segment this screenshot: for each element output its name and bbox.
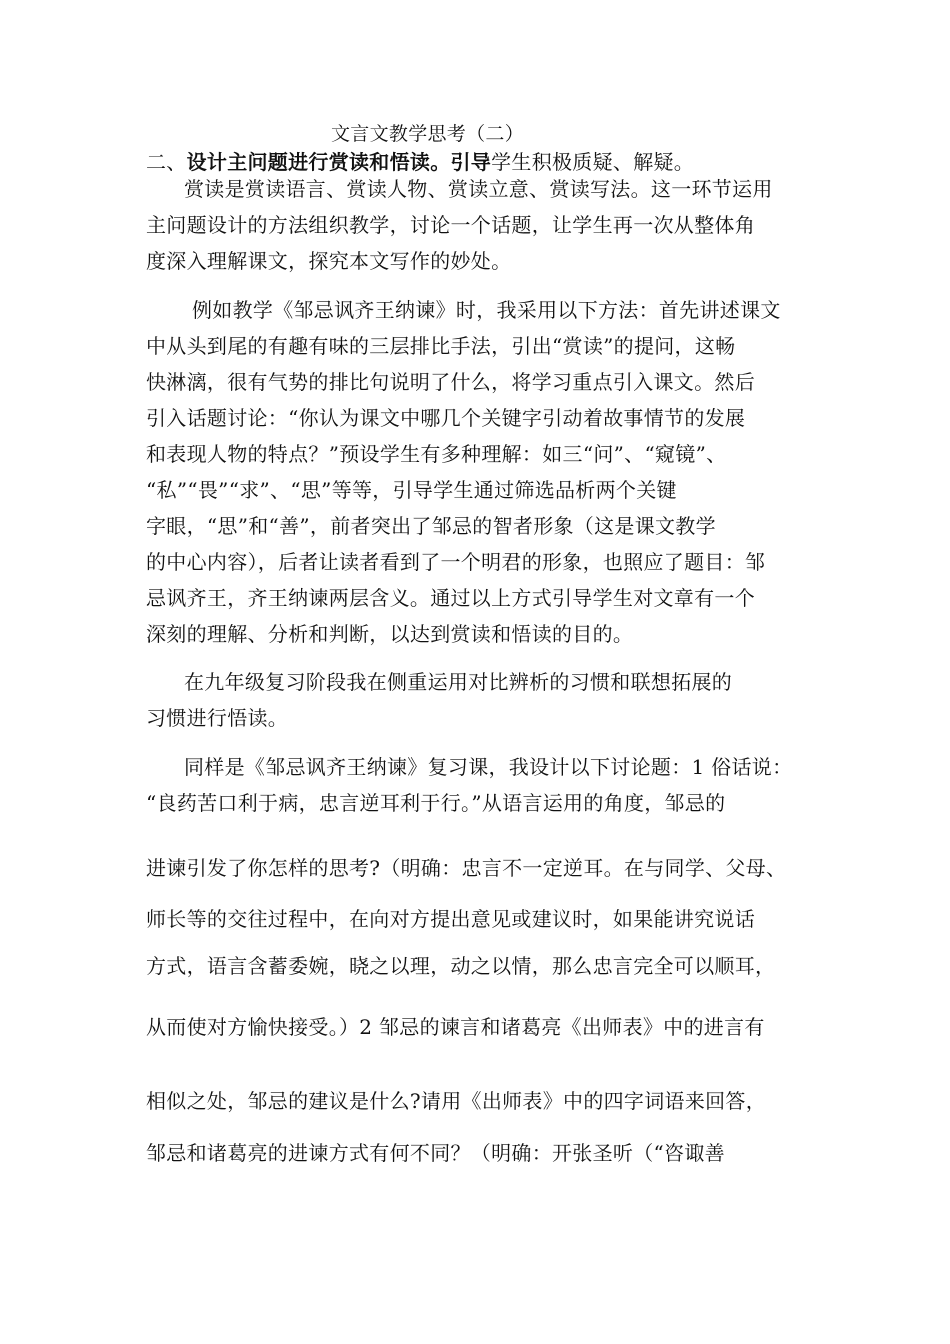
paragraph-line: 师长等的交往过程中，在向对方提出意见或建议时，如果能讲究说话 bbox=[146, 907, 755, 931]
paragraph-line: 赏读是赏读语言、赏读人物、赏读立意、赏读写法。这一环节运用 bbox=[184, 177, 773, 201]
paragraph-line: 快淋漓，很有气势的排比句说明了什么，将学习重点引入课文。然后 bbox=[146, 370, 755, 394]
paragraph-line: 例如教学《邹忌讽齐王纳谏》时，我采用以下方法：首先讲述课文 bbox=[192, 298, 781, 322]
paragraph-line: 在九年级复习阶段我在侧重运用对比辨析的习惯和联想拓展的 bbox=[184, 670, 733, 694]
paragraph-line: 和表现人物的特点？”预设学生有多种理解：如三“问”、“窥镜”、 bbox=[146, 442, 727, 466]
heading-prefix: 二、 bbox=[146, 150, 187, 174]
paragraph-line: 主问题设计的方法组织教学，讨论一个话题，让学生再一次从整体角 bbox=[146, 213, 755, 237]
paragraph-line: 忌讽齐王，齐王纳谏两层含义。通过以上方式引导学生对文章有一个 bbox=[146, 586, 755, 610]
paragraph-line: 字眼，“思”和“善”，前者突出了邹忌的智者形象（这是课文教学 bbox=[146, 514, 716, 538]
paragraph-line: 的中心内容），后者让读者看到了一个明君的形象，也照应了题目：邹 bbox=[146, 550, 766, 574]
paragraph-line: 中从头到尾的有趣有味的三层排比手法，引出“赏读”的提问，这畅 bbox=[146, 334, 736, 358]
paragraph-line: 深刻的理解、分析和判断，以达到赏读和悟读的目的。 bbox=[146, 622, 634, 646]
section-heading bbox=[146, 149, 694, 175]
paragraph-line: 习惯进行悟读。 bbox=[146, 706, 289, 730]
paragraph-line: “良药苦口利于病，忠言逆耳利于行。”从语言运用的角度，邹忌的 bbox=[146, 791, 726, 815]
paragraph-line: 进谏引发了你怎样的思考?（明确：忠言不一定逆耳。在与同学、父母、 bbox=[146, 856, 787, 880]
document-title: 文言文教学思考（二） bbox=[331, 123, 525, 145]
heading-bold-text: 设计主问题进行赏读和悟读。引导 bbox=[186, 150, 492, 174]
paragraph-line: 同样是《邹忌讽齐王纳谏》复习课，我设计以下讨论题：1 俗话说： bbox=[184, 755, 793, 779]
paragraph-line: “私”“畏”“求”、“思”等等，引导学生通过筛选品析两个关键 bbox=[146, 478, 677, 502]
paragraph-line: 度深入理解课文，探究本文写作的妙处。 bbox=[146, 249, 512, 273]
paragraph-line: 引入话题讨论：“你认为课文中哪几个关键字引动着故事情节的发展 bbox=[146, 406, 746, 430]
paragraph-line: 方式，语言含蓄委婉，晓之以理，动之以情，那么忠言完全可以顺耳， bbox=[146, 954, 776, 978]
paragraph-line: 邹忌和诸葛亮的进谏方式有何不同？（明确：开张圣听（“咨诹善 bbox=[146, 1141, 725, 1165]
heading-rest-text: 学生积极质疑、解疑。 bbox=[491, 150, 695, 174]
paragraph-line: 相似之处，邹忌的建议是什么?请用《出师表》中的四字词语来回答， bbox=[146, 1089, 767, 1113]
paragraph-line: 从而使对方愉快接受。）2 邹忌的谏言和诸葛亮《出师表》中的进言有 bbox=[146, 1015, 765, 1039]
